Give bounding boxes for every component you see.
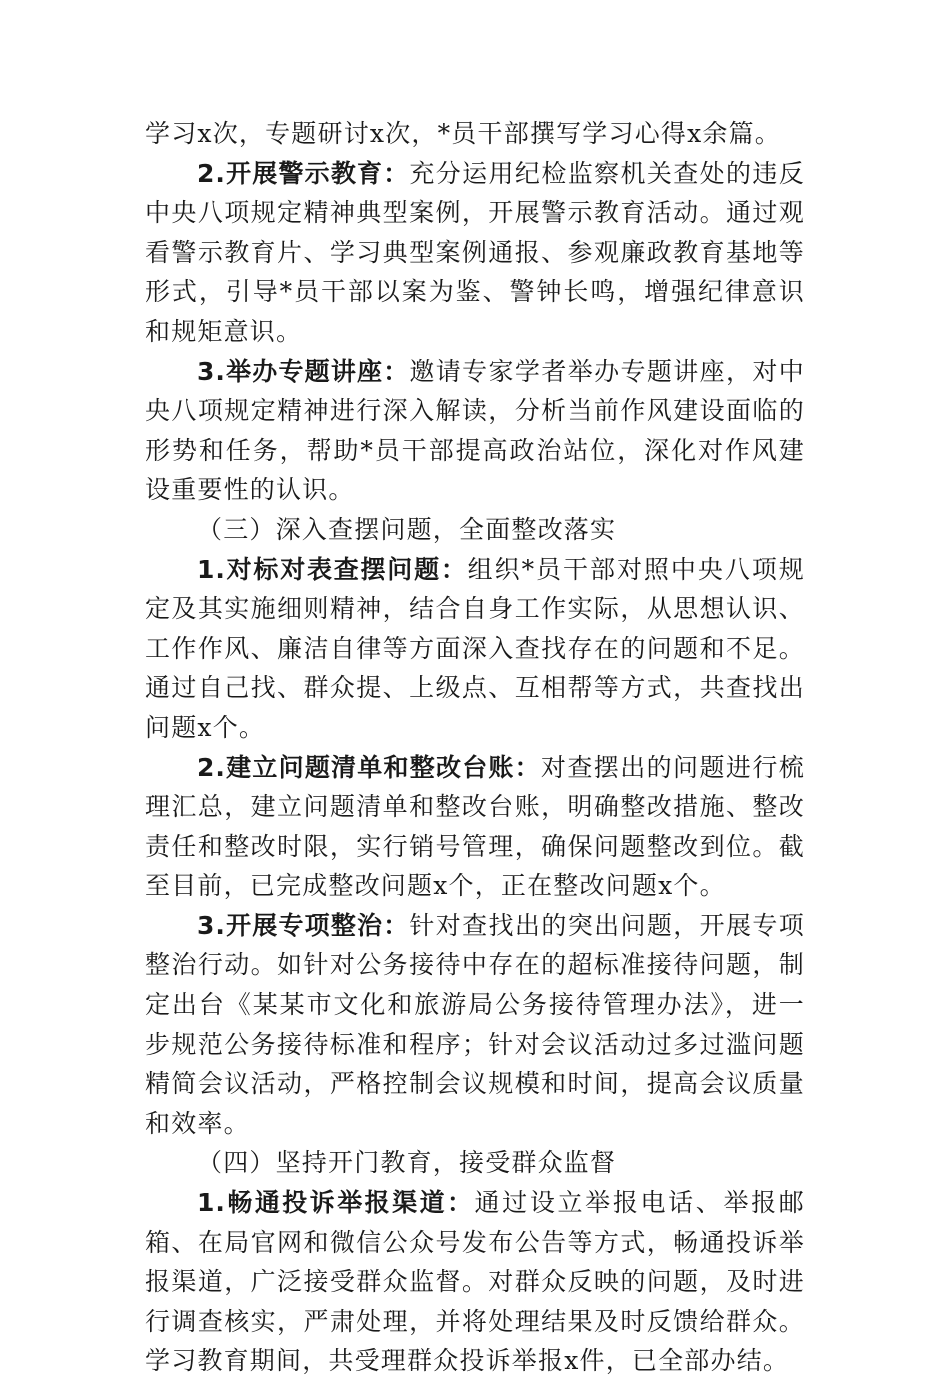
paragraph-lead: 1.对标对表查摆问题： — [197, 554, 468, 584]
document-body — [145, 114, 805, 1381]
paragraph-lead: 2.建立问题清单和整改台账： — [197, 752, 541, 782]
paragraph-continuation — [145, 114, 805, 154]
paragraph-lead: 3.举办专题讲座： — [197, 356, 410, 386]
paragraph-lead: 1.畅通投诉举报渠道： — [197, 1188, 475, 1218]
paragraph-special-rectification — [145, 906, 805, 1144]
paragraph-lead: 2.开展警示教育： — [197, 158, 410, 188]
paragraph-complaint-channels — [145, 1183, 805, 1381]
paragraph-warning-education — [145, 154, 805, 352]
paragraph-text: 学习x次，专题研讨x次，*员干部撰写学习心得x余篇。 — [145, 119, 781, 148]
paragraph-text: 邀请专家学者举办专题讲座，对中央八项规定精神进行深入解读，分析当前作风建设面临的形势和任务，帮助*员干部提高政治站位，深化对作风建设重要性的认识。 — [145, 356, 805, 505]
paragraph-text: 充分运用纪检监察机关查处的违反中央八项规定精神典型案例，开展警示教育活动。通过观看警示教育片、学习典型案例通报、参观廉政教育基地等形式，引导*员干部以案为鉴、警钟长鸣，增强纪律意识和规矩意识。 — [145, 158, 805, 346]
paragraph-text: 通过设立举报电话、举报邮箱、在局官网和微信公众号发布公告等方式，畅通投诉举报渠道，广泛接受群众监督。对群众反映的问题，及时进行调查核实，严肃处理，并将处理结果及时反馈给群众。学习教育期间，共受理群众投诉举报x件，已全部办结。 — [145, 1188, 805, 1376]
paragraph-find-problems — [145, 550, 805, 748]
section-heading-3: （三）深入查摆问题，全面整改落实 — [197, 514, 617, 544]
paragraph-lead: 3.开展专项整治： — [197, 910, 410, 940]
paragraph-text: 针对查找出的突出问题，开展专项整治行动。如针对公务接待中存在的超标准接待问题，制定出台《某某市文化和旅游局公务接待管理办法》，进一步规范公务接待标准和程序；针对会议活动过多过滥问题精简会议活动，严格控制会议规模和时间，提高会议质量和效率。 — [145, 910, 805, 1138]
paragraph-text: 组织*员干部对照中央八项规定及其实施细则精神，结合自身工作实际，从思想认识、工作作风、廉洁自律等方面深入查找存在的问题和不足。通过自己找、群众提、上级点、互相帮等方式，共查找出问题x个。 — [145, 554, 805, 742]
section-heading-4: （四）坚持开门教育，接受群众监督 — [197, 1148, 617, 1178]
paragraph-text: 对查摆出的问题进行梳理汇总，建立问题清单和整改台账，明确整改措施、整改责任和整改时限，实行销号管理，确保问题整改到位。截至目前，已完成整改问题x个，正在整改问题x个。 — [145, 752, 805, 901]
paragraph-problem-list — [145, 748, 805, 906]
paragraph-lecture — [145, 352, 805, 510]
